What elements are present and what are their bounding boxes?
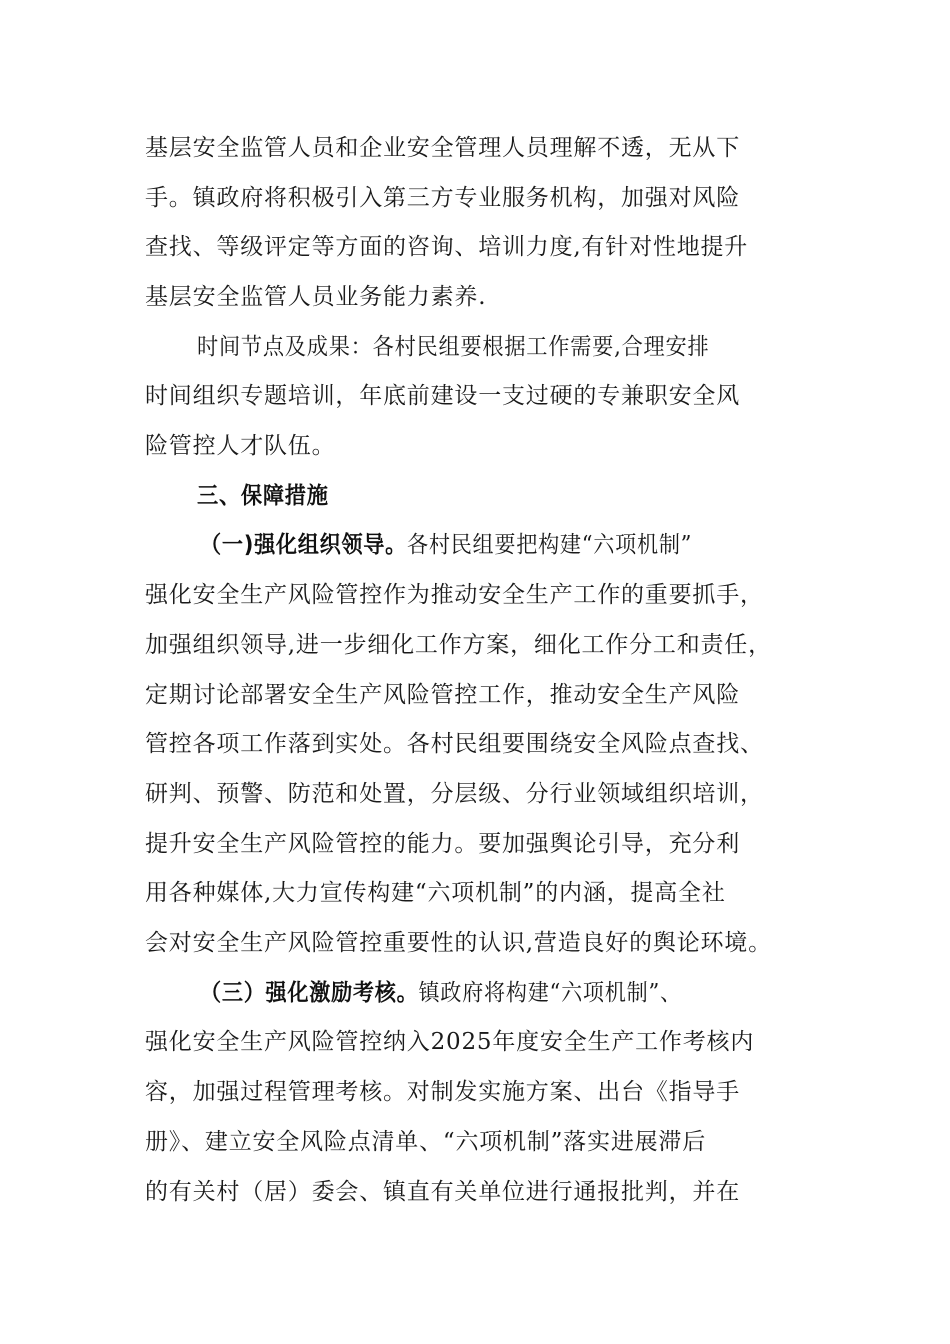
paragraph-line: 研判、预警、防范和处置，分层级、分行业领域组织培训， xyxy=(145,781,764,807)
paragraph-line: 定期讨论部署安全生产风险管控工作，推动安全生产风险 xyxy=(145,682,740,708)
paragraph-line: 险管控人才队伍。 xyxy=(145,433,336,459)
paragraph-line: 基层安全监管人员和企业安全管理人员理解不透，无从下 xyxy=(145,135,740,161)
paragraph-line: 册》、建立安全风险点清单、“六项机制”落实进展滞后 xyxy=(145,1129,707,1155)
paragraph-line: 用各种媒体,大力宣传构建“六项机制”的内涵，提高全社 xyxy=(145,880,726,906)
section-heading: 三、保障措施 xyxy=(197,483,329,509)
paragraph-line: 加强组织领导,进一步细化工作方案，细化工作分工和责任， xyxy=(145,632,772,658)
paragraph-line xyxy=(200,529,815,561)
paragraph-line: 查找、等级评定等方面的咨询、培训力度,有针对性地提升 xyxy=(145,234,749,260)
paragraph-line: 管控各项工作落到实处。各村民组要围绕安全风险点查找、 xyxy=(145,731,764,757)
paragraph-text: 各村民组要把构建“六项机制” xyxy=(407,532,693,558)
subsection-heading: （三）强化激励考核。 xyxy=(200,980,419,1006)
paragraph-line: 的有关村（居）委会、镇直有关单位进行通报批判，并在 xyxy=(145,1179,740,1205)
paragraph-line: 时间节点及成果：各村民组要根据工作需要,合理安排 xyxy=(197,334,710,360)
paragraph-line: 容，加强过程管理考核。对制发实施方案、出台《指导手 xyxy=(145,1079,740,1105)
paragraph-line: 强化安全生产风险管控作为推动安全生产工作的重要抓手， xyxy=(145,582,764,608)
paragraph-line: 时间组织专题培训，年底前建设一支过硬的专兼职安全风 xyxy=(145,383,740,409)
paragraph-line xyxy=(200,977,815,1009)
paragraph-line: 手。镇政府将积极引入第三方专业服务机构，加强对风险 xyxy=(145,185,740,211)
paragraph-line: 强化安全生产风险管控纳入2025年度安全生产工作考核内 xyxy=(145,1029,755,1055)
paragraph-line: 基层安全监管人员业务能力素养. xyxy=(145,284,487,310)
paragraph-line: 提升安全生产风险管控的能力。要加强舆论引导，充分利 xyxy=(145,831,740,857)
paragraph-line: 会对安全生产风险管控重要性的认识,营造良好的舆论环境。 xyxy=(145,930,772,956)
subsection-heading: （一)强化组织领导。 xyxy=(200,532,408,558)
paragraph-text: 镇政府将构建“六项机制”、 xyxy=(418,980,682,1006)
